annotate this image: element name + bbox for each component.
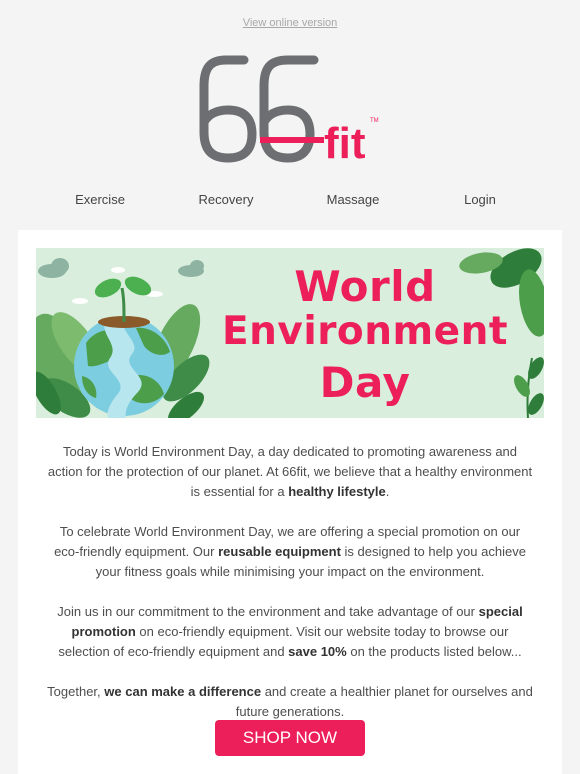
logo-trademark: TM <box>370 118 379 124</box>
main-nav <box>0 192 580 210</box>
world-environment-day-banner[interactable] <box>36 248 544 418</box>
banner-title-line3: Day <box>319 358 411 407</box>
shop-now-button[interactable]: SHOP NOW <box>215 720 365 756</box>
paragraph-promotion: To celebrate World Environment Day, we are offering a special promotion on our eco-friendly equipment. Our reusable equipment is designed to help you achieve your fitness goals while minimising your impact on the environment. <box>54 524 526 579</box>
nav-item-exercise[interactable]: Exercise <box>75 192 125 207</box>
brand-logo[interactable] <box>196 52 386 167</box>
nav-item-login[interactable]: Login <box>464 192 496 207</box>
email-card <box>18 230 562 774</box>
view-online-link[interactable]: View online version <box>242 17 338 29</box>
banner-title-line2: Environment <box>222 309 508 354</box>
paragraph-closing: Together, we can make a difference and create a healthier planet for ourselves and future generations. <box>47 684 533 719</box>
nav-item-recovery[interactable]: Recovery <box>198 192 254 207</box>
logo-fit-text: fit <box>324 119 366 167</box>
email-body <box>46 442 534 742</box>
paragraph-commitment: Join us in our commitment to the environment and take advantage of our special promotion on eco-friendly equipment. Visit our website today to browse our selection of eco-friendly equipment and save 10% on the products listed below... <box>57 604 523 659</box>
paragraph-intro: Today is World Environment Day, a day dedicated to promoting awareness and action for the protection of our planet. At 66fit, we believe that a healthy environment is essential for a healthy lifestyle. <box>47 444 533 499</box>
nav-item-massage[interactable]: Massage <box>326 192 380 207</box>
banner-title-line1: World <box>294 262 436 311</box>
